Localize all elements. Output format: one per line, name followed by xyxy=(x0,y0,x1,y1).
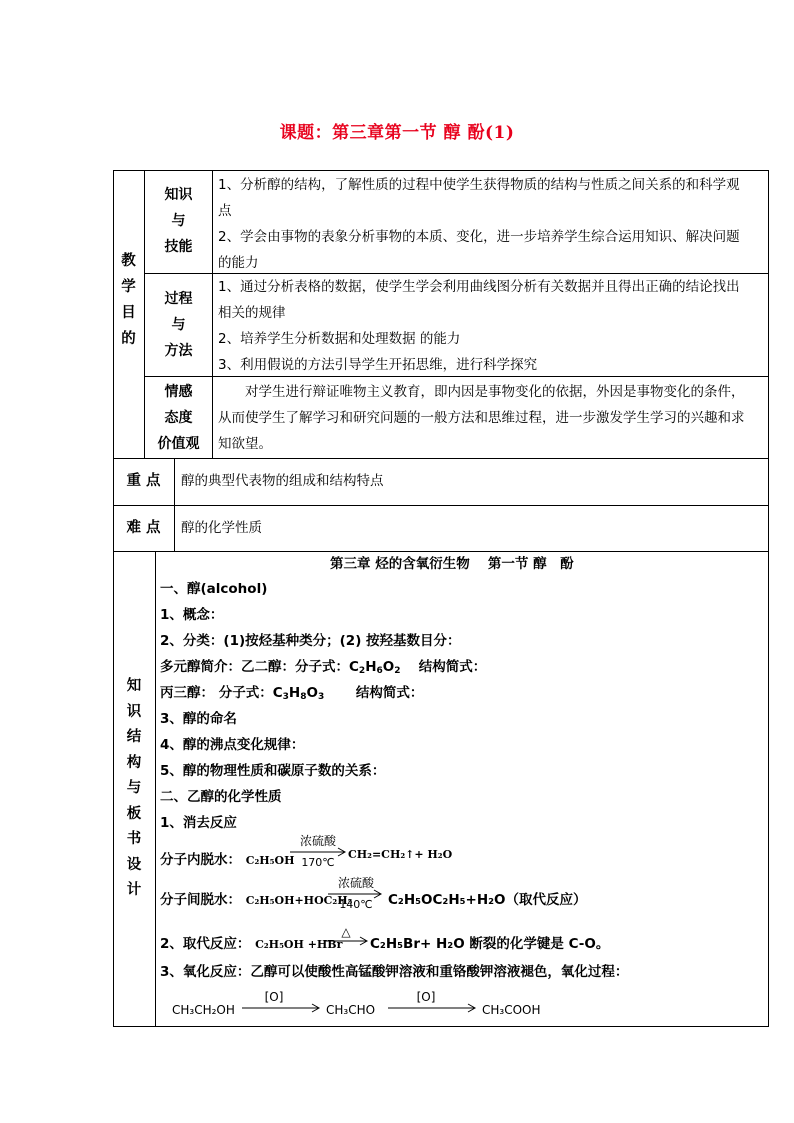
reaction-product: CH₂=CH₂↑+ H₂O xyxy=(348,848,453,861)
row-divider xyxy=(113,458,769,459)
difficulty-text: 醇的化学性质 xyxy=(181,520,262,536)
oxidation-chain xyxy=(170,988,550,1024)
catalyst-label: 浓硫酸 xyxy=(299,834,337,848)
board-line: 1、消去反应 xyxy=(160,815,237,831)
heat-condition: △ xyxy=(341,925,351,939)
temperature-label: 170℃ xyxy=(301,856,335,869)
col-divider xyxy=(155,551,156,1026)
row-divider xyxy=(113,505,769,506)
acetic-acid-formula: CH₃COOH xyxy=(482,1003,541,1017)
key-point-label: 重 点 xyxy=(126,473,161,489)
board-heading: 第三章 烃的含氧衍生物 第一节 醇 酚 xyxy=(330,556,574,572)
table-border-bottom xyxy=(113,1026,769,1027)
board-line: 2、分类：(1)按烃基种类分；(2) 按羟基数目分： xyxy=(160,633,461,649)
board-line: 4、醇的沸点变化规律： xyxy=(160,737,305,753)
reaction-arrow xyxy=(322,924,370,948)
oxidant-label: [O] xyxy=(416,990,436,1004)
board-line: 5、醇的物理性质和碳原子数的关系： xyxy=(160,763,386,779)
board-line: 3、醇的命名 xyxy=(160,711,237,727)
board-line: 1、概念： xyxy=(160,607,224,623)
board-line: 多元醇简介：乙二醇：分子式：C2H6O2 结构简式： xyxy=(160,659,487,676)
board-line: 二、乙醇的化学性质 xyxy=(160,789,282,805)
knowledge-text: 1、分析醇的结构，了解性质的过程中使学生获得物质的结构与性质之间关系的和科学观 点 2、学会由事物的表象分析事物的本质、变化，进一步培养学生综合运用知识、解决问题 的能力 xyxy=(218,177,740,271)
knowledge-label: 知识 与 技能 xyxy=(164,187,193,255)
process-text: 1、通过分析表格的数据，使学生学会利用曲线图分析有关数据并且得出正确的结论找出 相关的规律 2、培养学生分析数据和处理数据 的能力 3、利用假说的方法引导学生开拓思维，进行科学探究 xyxy=(218,279,740,373)
temperature-label: 140℃ xyxy=(339,898,373,911)
reaction-product: C₂H₅OC₂H₅+H₂O（取代反应） xyxy=(388,892,587,908)
difficulty-label: 难 点 xyxy=(126,520,161,536)
key-point-text: 醇的典型代表物的组成和结构特点 xyxy=(181,473,384,489)
reaction-product: C₂H₅Br+ H₂O 断裂的化学键是 C-O。 xyxy=(370,936,610,952)
reaction-arrow xyxy=(288,832,348,872)
reaction-intramolecular: 分子内脱水： C₂H₅OH xyxy=(160,852,295,868)
oxidant-label: [O] xyxy=(264,990,284,1004)
emotion-text: 对学生进行辩证唯物主义教育，即内因是事物变化的依据，外因是事物变化的条件， 从而使学生了解学习和研究问题的一般方法和思维过程，进一步激发学生学习的兴趣和求 知欲望。 xyxy=(218,384,745,452)
board-line: 一、醇(alcohol) xyxy=(160,581,268,597)
table-border-right xyxy=(768,170,769,1027)
board-label: 知 识 结 构 与 板 书 设 计 xyxy=(126,678,142,898)
objectives-label: 教 学 目 的 xyxy=(121,253,136,347)
reaction-intermolecular: 分子间脱水： C₂H₅OH+HOC₂H₅ xyxy=(160,892,353,908)
acetaldehyde-formula: CH₃CHO xyxy=(326,1003,376,1017)
col-divider xyxy=(212,170,213,458)
reaction-substitution: 2、取代反应： C₂H₅OH +HBr xyxy=(160,936,343,952)
col-divider xyxy=(174,458,175,551)
emotion-label: 情感 态度 价值观 xyxy=(157,384,200,452)
catalyst-label: 浓硫酸 xyxy=(337,876,375,890)
board-line: 丙三醇： 分子式：C3H8O3 结构简式： xyxy=(160,685,424,702)
page-title: 课题：第三章第一节 醇 酚(1) xyxy=(279,123,515,143)
process-label: 过程 与 方法 xyxy=(164,291,193,359)
board-line: 3、氧化反应：乙醇可以使酸性高锰酸钾溶液和重铬酸钾溶液褪色，氧化过程： xyxy=(160,964,629,980)
reaction-arrow xyxy=(326,874,384,914)
ethanol-formula: CH₃CH₂OH xyxy=(172,1003,235,1017)
